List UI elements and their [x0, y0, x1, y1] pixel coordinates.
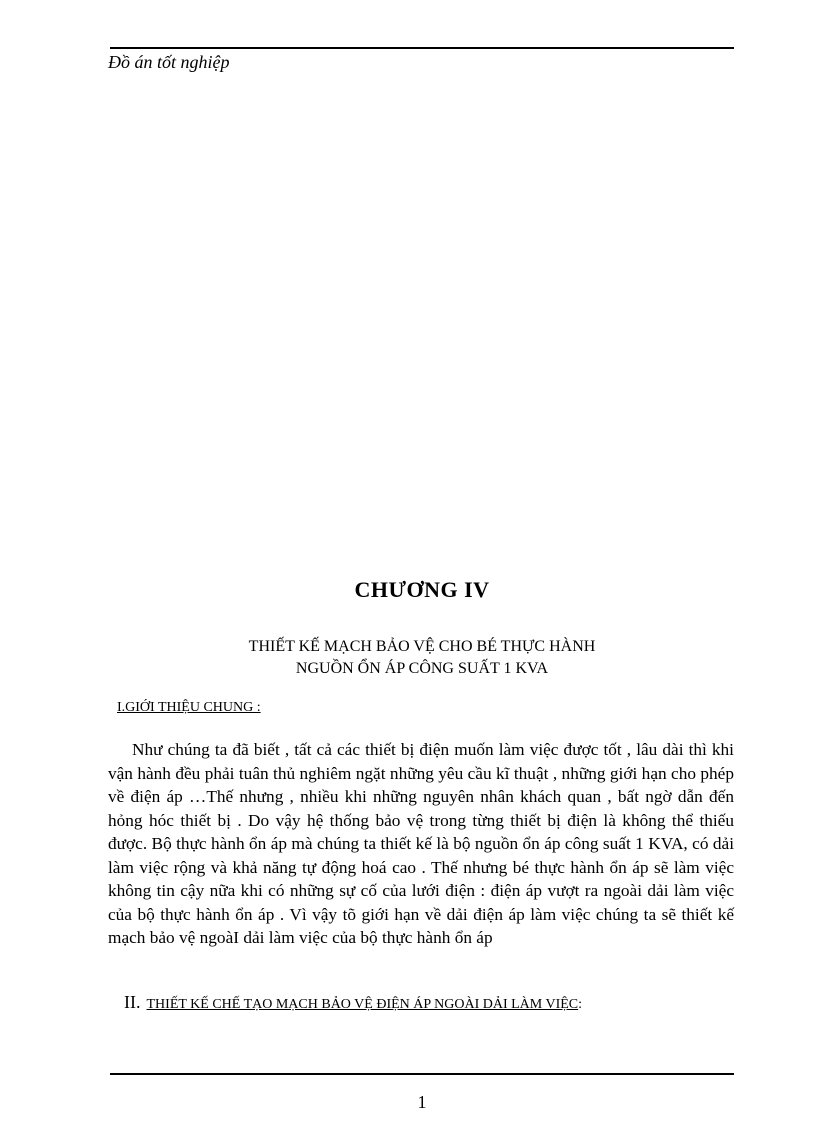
footer-rule	[110, 1073, 734, 1075]
header-rule	[110, 47, 734, 49]
section-heading-design	[124, 992, 582, 1013]
chapter-title: CHƯƠNG IV	[354, 577, 490, 602]
page-number: 1	[417, 1092, 427, 1112]
chapter-subtitle-line1: THIẾT KẾ MẠCH BẢO VỆ CHO BÉ THỰC HÀNH	[248, 638, 596, 655]
section-heading-suffix: :	[578, 997, 583, 1012]
body-paragraph: Như chúng ta đã biết , tất cả các thiết bị điện muốn làm việc được tốt , lâu dài thì khi vận hành đều phải tuân thủ nghiêm ngặt những yêu cầu kĩ thuật , những giới hạn cho phép về điện áp …Thế nhưng , nhiều khi những nguyên nhân khách quan , bất ngờ dẫn đến hỏng hóc thiết bị . Do vậy hệ thống bảo vệ trong từng thiết bị điện là không thể thiếu được. Bộ thực hành ổn áp mà chúng ta thiết kế là bộ nguồn ổn áp công suất 1 KVA, có dải làm việc rộng và khả năng tự động hoá cao . Thế nhưng bé thực hành ổn áp sẽ làm việc không tin cậy nữa khi có những sự cố của lưới điện : điện áp vượt ra ngoài dải làm việc của bộ thực hành ổn áp . Vì vậy tõ giới hạn về dải điện áp làm việc chúng ta sẽ thiết kế mạch bảo vệ ngoàI dải làm việc của bộ thực hành ổn áp	[108, 740, 734, 947]
section-heading-text: THIẾT KẾ CHẾ TẠO MẠCH BẢO VỆ ĐIỆN ÁP NGOÀI DẢI LÀM VIỆC	[146, 997, 579, 1012]
section-number: II.	[124, 992, 141, 1012]
header-title: Đồ án tốt nghiệp	[108, 52, 230, 72]
chapter-subtitle-line2: NGUỒN ỔN ÁP CÔNG SUẤT 1 KVA	[295, 660, 549, 677]
section-heading-introduction: I.GIỚI THIỆU CHUNG :	[117, 700, 261, 715]
